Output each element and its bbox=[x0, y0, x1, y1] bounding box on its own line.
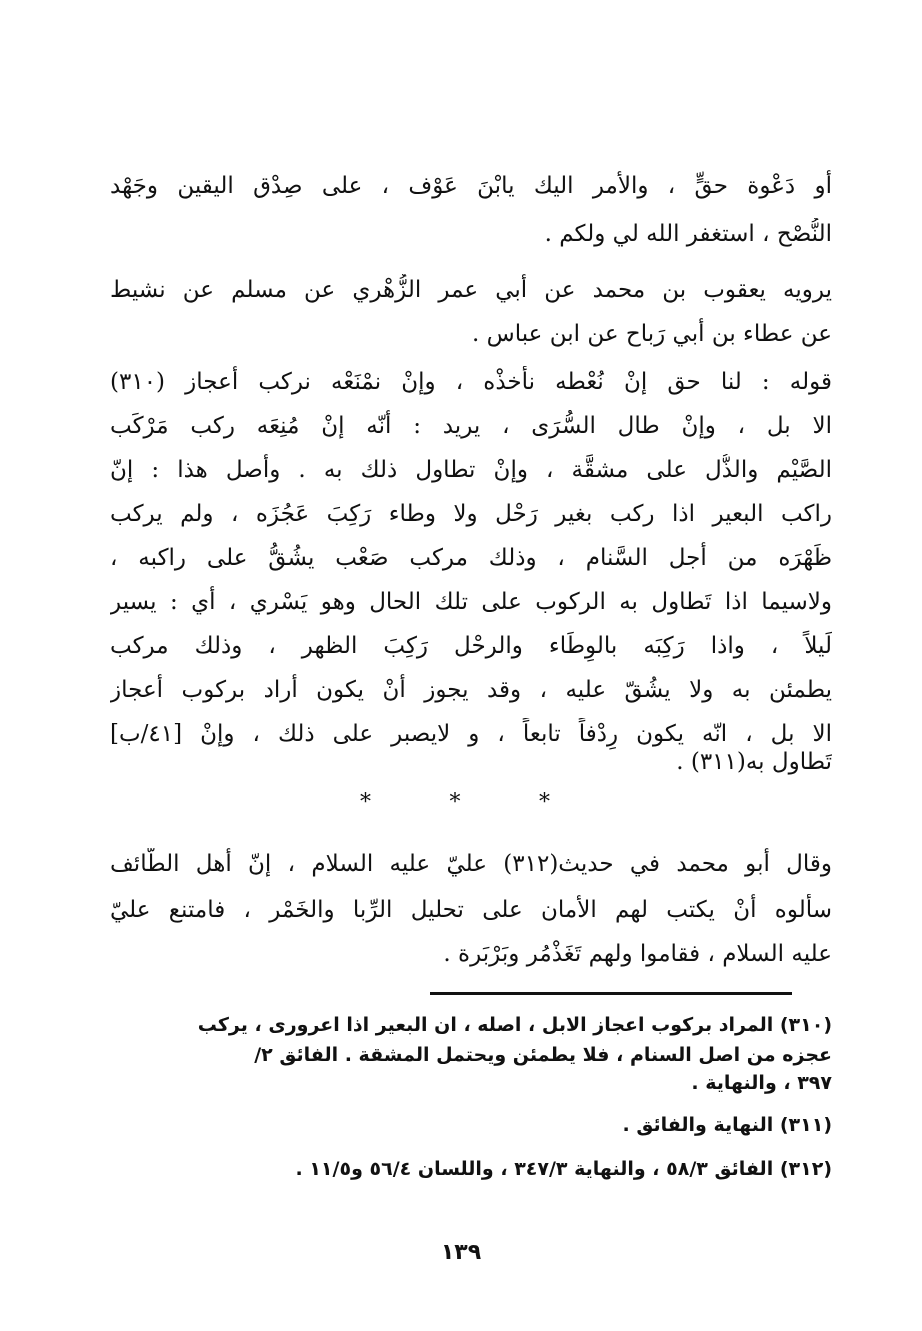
text-line: سألوه أنْ يكتب لهم الأمان على تحليل الرِّبا والخَمْر ، فامتنع عليّ bbox=[110, 897, 832, 923]
text-line: يطمئن به ولا يشُقّ عليه ، وقد يجوز أنْ يكون أراد بركوب أعجاز bbox=[110, 677, 832, 703]
text-line: تَطاول به(٣١١) . bbox=[676, 749, 832, 775]
star-icon: * bbox=[539, 790, 550, 815]
text-line: النُّصْح ، استغفر الله لي ولكم . bbox=[544, 221, 832, 247]
text-line: الصَّيْم والذُّل على مشقَّة ، وإنْ تطاول ذلك به . وأصل هذا : إنّ bbox=[110, 457, 832, 483]
footnote-line: (٣١٠) المراد بركوب اعجاز الابل ، اصله ، ان البعير اذا اعرورى ، يركب bbox=[197, 1014, 832, 1036]
footnote-line: (٣١١) النهاية والفائق . bbox=[622, 1114, 832, 1136]
star-icon: * bbox=[360, 790, 371, 815]
text-line: أو دَعْوة حقٍّ ، والأمر اليك يابْنَ عَوْف ، على صِدْق اليقين وجَهْد bbox=[110, 173, 832, 199]
text-line: الا بل ، انّه يكون رِدْفاً تابعاً ، و لايصبر على ذلك ، وإنْ [٤١/ب] bbox=[110, 721, 832, 747]
text-line: الا بل ، وإنْ طال السُّرَى ، يريد : أنّه إنْ مُنِعَه ركب مَرْكَب bbox=[110, 413, 832, 439]
text-line: عن عطاء بن أبي رَباح عن ابن عباس . bbox=[472, 321, 832, 347]
text-line: يرويه يعقوب بن محمد عن أبي عمر الزُّهْري عن مسلم عن نشيط bbox=[110, 277, 832, 303]
star-icon: * bbox=[449, 790, 461, 815]
text-line: وقال أبو محمد في حديث(٣١٢) عليّ عليه السلام ، إنّ أهل الطّائف bbox=[110, 851, 832, 877]
footnote-line: (٣١٢) الفائق ٥٨/٣ ، والنهاية ٣٤٧/٣ ، واللسان ٥٦/٤ و١١/٥ . bbox=[295, 1158, 832, 1180]
text-line: ولاسيما اذا تَطاول به الركوب على تلك الحال وهو يَسْري ، أي : يسير bbox=[110, 589, 832, 615]
text-line: عليه السلام ، فقاموا ولهم تَغَذْمُر وبَرْبَرة . bbox=[443, 941, 832, 967]
footnote-divider bbox=[430, 992, 792, 995]
text-line: لَيلاً ، واذا رَكِبَه بالوِطَاء والرحْل رَكِبَ الظهر ، وذلك مركب bbox=[110, 633, 832, 659]
text-line: ظَهْرَه من أجل السَّنام ، وذلك مركب صَعْب يشُقُّ على راكبه ، bbox=[110, 545, 832, 571]
text-line: راكب البعير اذا ركب بغير رَحْل ولا وطاء رَكِبَ عَجُزَه ، ولم يركب bbox=[110, 501, 832, 527]
text-line: قوله : لنا حق إنْ نُعْطه نأخذْه ، وإنْ نمْنَعْه نركب أعجاز (٣١٠) bbox=[110, 369, 832, 395]
page-number: ١٣٩ bbox=[440, 1240, 482, 1265]
section-separator bbox=[360, 790, 550, 816]
footnote-line: ٣٩٧ ، والنهاية . bbox=[691, 1072, 832, 1094]
footnote-line: عجزه من اصل السنام ، فلا يطمئن ويحتمل المشقة . الفائق ٢/ bbox=[254, 1044, 832, 1066]
